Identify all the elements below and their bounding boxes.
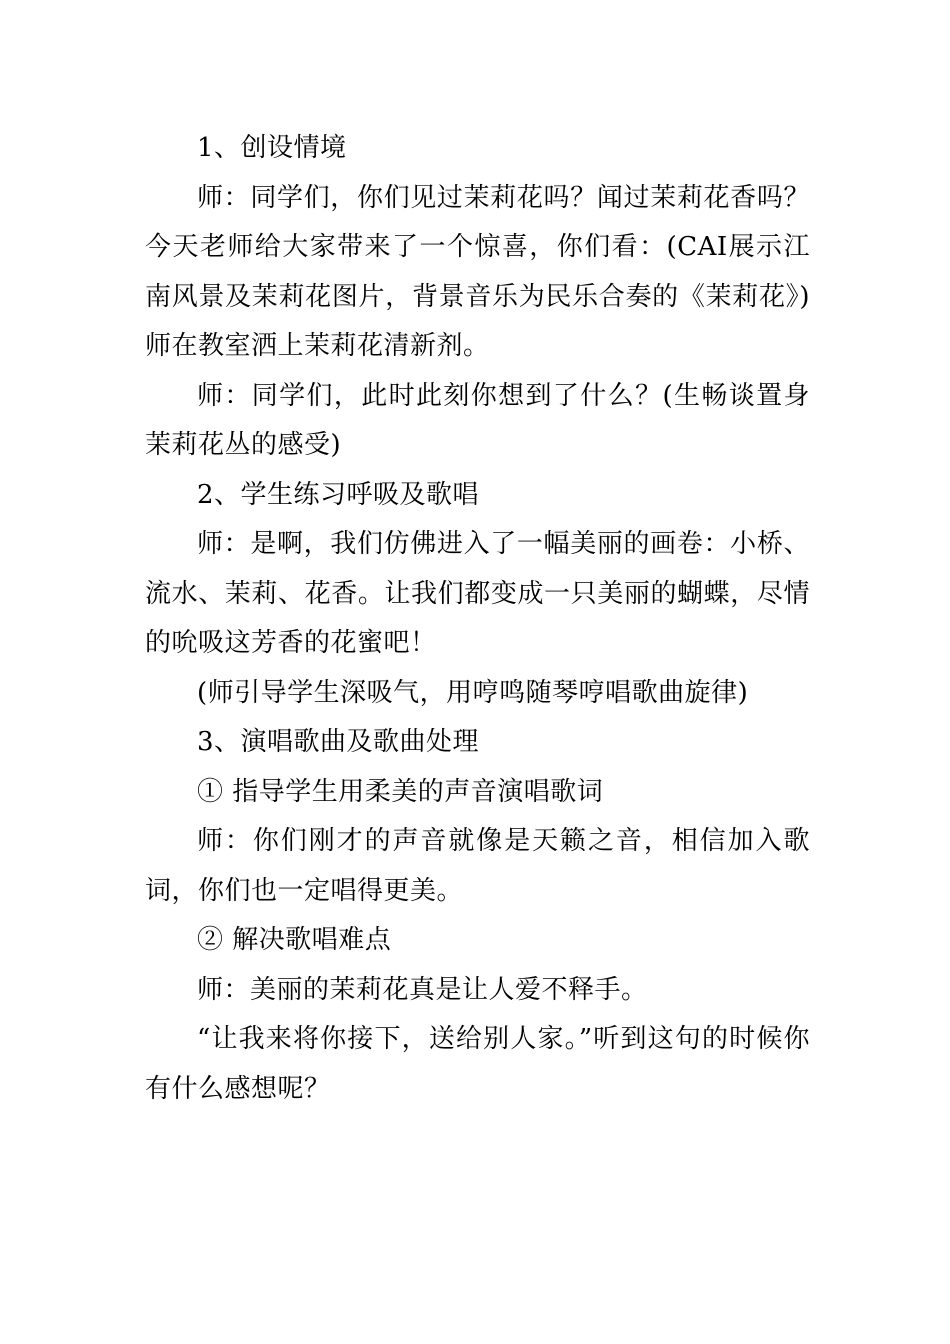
document-body: [145, 124, 810, 1114]
subsection-2: ② 解决歌唱难点: [197, 925, 392, 955]
section-heading-1: 1、创设情境: [197, 133, 347, 163]
section-heading-2: 2、学生练习呼吸及歌唱: [197, 479, 480, 510]
paragraph-teacher-intro: 师：同学们，你们见过茉莉花吗？闻过茉莉花香吗？今天老师给大家带来了一个惊喜，你们看：(CAI展示江南风景及茉莉花图片，背景音乐为民乐合奏的《茉莉花》)师在教室洒上茉莉花清新剂。: [145, 182, 810, 361]
section-heading-3: 3、演唱歌曲及歌曲处理: [197, 727, 480, 757]
paragraph-instruction-humming: (师引导学生深吸气，用哼鸣随琴哼唱歌曲旋律): [197, 677, 749, 708]
paragraph-teacher-question: 师：同学们，此时此刻你想到了什么？(生畅谈置身茉莉花丛的感受): [145, 380, 810, 460]
paragraph-teacher-flower: 师：美丽的茉莉花真是让人爱不释手。: [197, 974, 648, 1005]
subsection-1: ① 指导学生用柔美的声音演唱歌词: [197, 776, 604, 807]
paragraph-teacher-praise: 师：你们刚才的声音就像是天籁之音，相信加入歌词，你们也一定唱得更美。: [145, 826, 810, 906]
paragraph-teacher-scroll: 师：是啊，我们仿佛进入了一幅美丽的画卷：小桥、流水、茉莉、花香。让我们都变成一只美丽的蝴蝶，尽情的吮吸这芳香的花蜜吧！: [145, 529, 810, 658]
paragraph-lyric-question: “让我来将你接下，送给别人家。”听到这句的时候你有什么感想呢？: [145, 1024, 810, 1104]
